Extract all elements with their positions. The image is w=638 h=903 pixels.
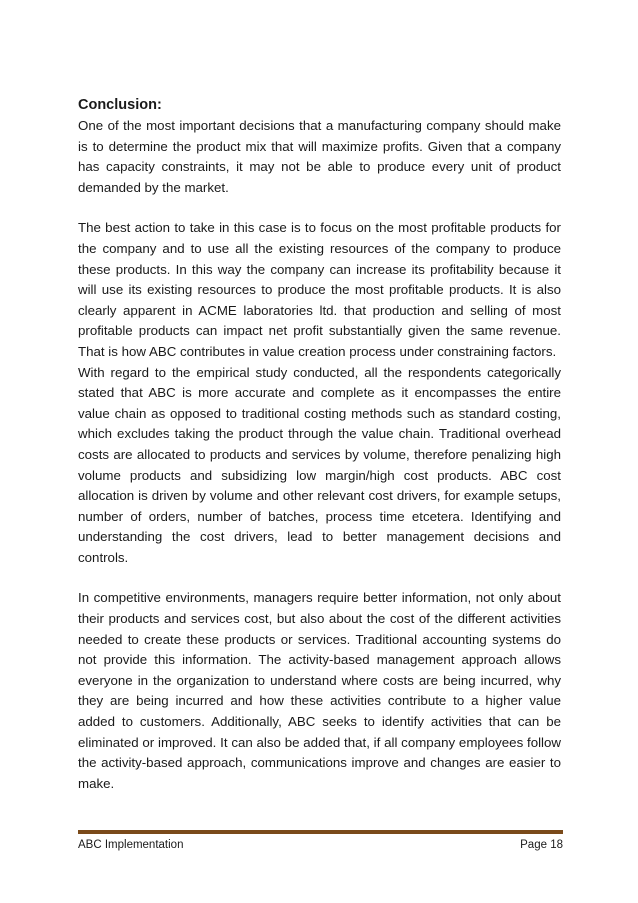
paragraph-gap	[78, 198, 561, 218]
footer-document-title: ABC Implementation	[78, 839, 184, 851]
paragraph-product-mix: One of the most important decisions that a manufacturing company should make is to determine the product mix that will maximize profits. Given that a company has capacity constraints, it may not be able to produce every unit of product demanded by the market.	[78, 118, 561, 195]
section-heading: Conclusion:	[78, 97, 162, 113]
paragraph-best-action: The best action to take in this case is to focus on the most profitable products for the company and to use all the existing resources of the company to produce these products. In this way the company can increase its profitability because it will use its existing resources to produce the most profitable products. It is also clearly apparent in ACME laboratories ltd. that production and selling of most profitable products can impact net profit substantially given the same revenue. That is how ABC contributes in value creation process under constraining factors.	[78, 220, 561, 359]
paragraph-empirical-study: With regard to the empirical study conducted, all the respondents categorically stated that ABC is more accurate and complete as it encompasses the entire value chain as opposed to traditional costing methods such as standard costing, which excludes taking the product through the value chain. Traditional overhead costs are allocated to products and services by volume, therefore penalizing high volume products and subsidizing low margin/high cost products. ABC cost allocation is driven by volume and other relevant cost drivers, for example setups, number of orders, number of batches, process time etcetera. Identifying and understanding the cost drivers, lead to better management decisions and controls.	[78, 364, 561, 565]
paragraph-competitive-environments: In competitive environments, managers require better information, not only about their products and services cost, but also about the cost of the different activities needed to create these products or services. Traditional accounting systems do not provide this information. The activity-based management approach allows everyone in the organization to understand where costs are being incurred, why they are being incurred and how these activities contribute to a higher value added to customers. Additionally, ABC seeks to identify activities that can be eliminated or improved. It can also be added that, if all company employees follow the activity-based approach, communications improve and changes are easier to make.	[78, 590, 561, 791]
document-body	[78, 95, 561, 794]
paragraph-gap	[78, 568, 561, 588]
footer-page-number: Page 18	[520, 839, 563, 851]
footer-divider	[78, 830, 563, 834]
